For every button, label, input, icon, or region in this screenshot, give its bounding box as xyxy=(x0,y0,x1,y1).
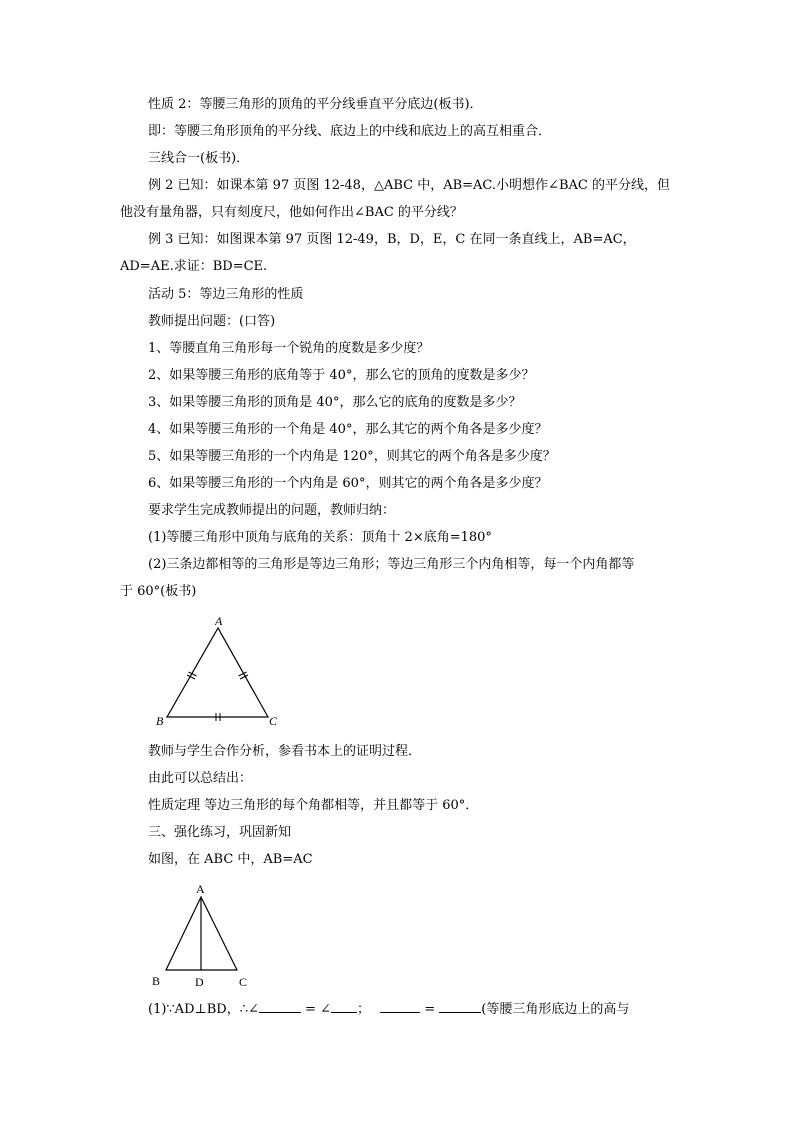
summary-intro: 要求学生完成教师提出的问题，教师归纳： xyxy=(148,503,396,518)
example-2-line-1: 例 2 已知：如课本第 97 页图 12-48，△ABC 中，AB=AC.小明想作∠BAC 的平分线，但 xyxy=(148,178,670,193)
summary-point-2-cont: 于 60°(板书) xyxy=(120,584,197,599)
question-1: 1、等腰直角三角形每一个锐角的度数是多少度？ xyxy=(148,341,430,356)
exercise-1-part-5: (等腰三角形底边上的高与 xyxy=(481,1002,630,1017)
three-lines-coincide: 三线合一(板书)． xyxy=(148,151,250,166)
question-4: 4、如果等腰三角形的一个角是 40°，那么其它的两个角各是多少度？ xyxy=(148,422,548,437)
answer-blank-3[interactable] xyxy=(380,999,420,1013)
conclusion-intro: 由此可以总结出： xyxy=(148,771,253,786)
exercise-1-part-4: = xyxy=(420,1002,440,1017)
exercise-1-part-3: ； xyxy=(356,1002,375,1017)
activity-5-heading: 活动 5：等边三角形的性质 xyxy=(148,287,304,302)
exercise-1 xyxy=(148,999,629,1019)
exercise-1-part-2: = ∠ xyxy=(300,1002,331,1017)
vertex-label-d-2: D xyxy=(195,975,204,989)
exercise-1-part-1: (1)∵AD⊥BD，∴∠ xyxy=(148,1002,259,1017)
section-3-heading: 三、强化练习，巩固新知 xyxy=(148,825,292,840)
teacher-question-intro: 教师提出问题：(口答) xyxy=(148,314,276,329)
question-3: 3、如果等腰三角形的顶角是 40°，那么它的底角的度数是多少？ xyxy=(148,395,522,410)
vertex-label-c: C xyxy=(269,714,278,728)
exercise-intro: 如图，在 ABC 中，AB=AC xyxy=(148,852,313,867)
answer-blank-2[interactable] xyxy=(331,999,357,1013)
answer-blank-1[interactable] xyxy=(259,999,301,1013)
question-5: 5、如果等腰三角形的一个内角是 120°，则其它的两个角各是多少度？ xyxy=(148,449,556,464)
example-3-line-1: 例 3 已知：如图课本第 97 页图 12-49，B，D，E，C 在同一条直线上，AB=AC， xyxy=(148,232,636,247)
example-3-line-2: AD=AE.求证：BD=CE. xyxy=(120,259,268,274)
answer-blank-4[interactable] xyxy=(439,999,481,1013)
example-2-line-2: 他没有量角器，只有刻度尺，他如何作出∠BAC 的平分线？ xyxy=(120,205,463,220)
summary-point-2: (2)三条边都相等的三角形是等边三角形；等边三角形三个内角相等，每一个内角都等 xyxy=(148,557,635,572)
property-2-explanation: 即：等腰三角形顶角的平分线、底边上的中线和底边上的高互相重合． xyxy=(148,124,552,139)
question-6: 6、如果等腰三角形的一个内角是 60°，则其它的两个角各是多少度？ xyxy=(148,476,548,491)
vertex-label-a: A xyxy=(215,614,223,628)
question-2: 2、如果等腰三角形的底角等于 40°，那么它的顶角的度数是多少？ xyxy=(148,368,535,383)
property-theorem: 性质定理 等边三角形的每个角都相等，并且都等于 60°． xyxy=(148,798,479,813)
summary-point-1: (1)等腰三角形中顶角与底角的关系：顶角十 2×底角=180° xyxy=(148,530,492,545)
vertex-label-b-2: B xyxy=(152,974,161,988)
triangle-abc xyxy=(167,628,268,717)
vertex-label-c-2: C xyxy=(239,975,248,989)
equilateral-triangle-figure xyxy=(150,612,290,730)
vertex-label-b: B xyxy=(156,714,164,728)
isosceles-triangle-figure xyxy=(145,880,265,992)
property-2-text: 性质 2：等腰三角形的顶角的平分线垂直平分底边(板书)． xyxy=(148,97,483,112)
vertex-label-a-2: A xyxy=(196,882,205,896)
cooperative-analysis: 教师与学生合作分析，参看书本上的证明过程． xyxy=(148,744,422,759)
